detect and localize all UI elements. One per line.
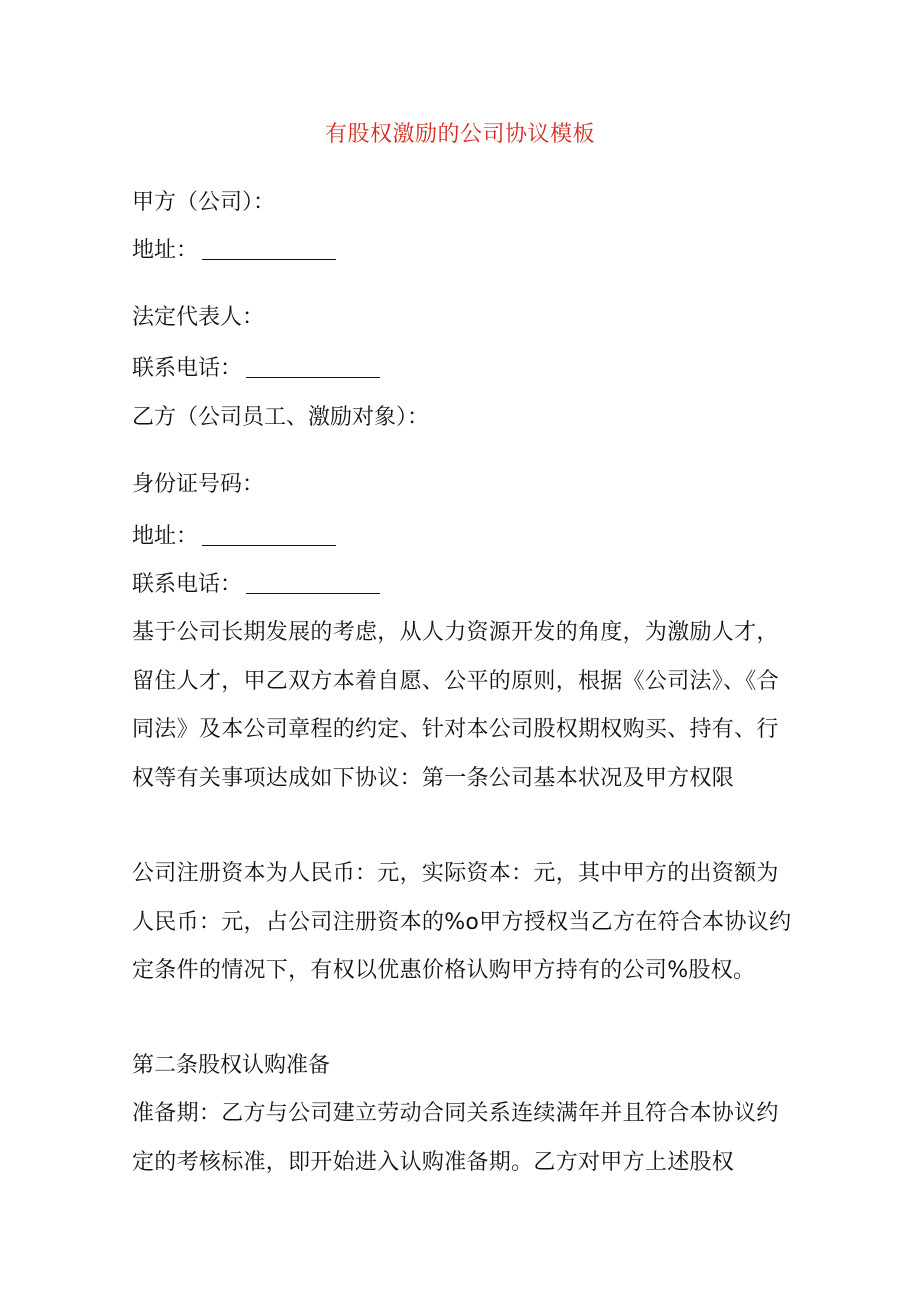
party-b-address-label: 地址： xyxy=(132,524,199,549)
article-2-body: 准备期：乙方与公司建立劳动合同关系连续满年并且符合本协议约定的考核标准，即开始进入认购准备期。乙方对甲方上述股权 xyxy=(132,1101,779,1175)
document-title: 有股权激励的公司协议模板 xyxy=(324,122,595,147)
preamble-paragraph: 基于公司长期发展的考虑，从人力资源开发的角度，为激励人才，留住人才，甲乙双方本着自愿、公平的原则，根据《公司法》、《合同法》及本公司章程的约定、针对本公司股权期权购买、持有、行权等有关事项达成如下协议：第一条公司基本状况及甲方权限 xyxy=(132,620,780,791)
article-2-heading: 第二条股权认购准备 xyxy=(132,1053,331,1078)
party-a-address-blank xyxy=(202,237,336,260)
party-b-phone-line xyxy=(132,569,380,601)
party-a-phone-line xyxy=(132,353,380,385)
party-b-phone-blank xyxy=(246,571,380,594)
party-b-address-blank xyxy=(202,523,336,546)
party-b-label: 乙方（公司员工、激励对象）： xyxy=(132,405,430,430)
party-b-phone-label: 联系电话： xyxy=(132,572,243,597)
id-number-label: 身份证号码： xyxy=(132,472,265,497)
party-a-phone-label: 联系电话： xyxy=(132,356,243,381)
legal-representative-label: 法定代表人： xyxy=(132,305,265,330)
party-a-phone-blank xyxy=(246,355,380,378)
party-a-label: 甲方（公司）： xyxy=(132,190,276,215)
party-b-address-line xyxy=(132,521,336,553)
article-1-body: 公司注册资本为人民币：元，实际资本：元，其中甲方的出资额为人民币：元，占公司注册资本的%o甲方授权当乙方在符合本协议约定条件的情况下，有权以优惠价格认购甲方持有的公司%股权。 xyxy=(132,861,792,983)
party-a-address-line xyxy=(132,235,336,267)
party-a-address-label: 地址： xyxy=(132,238,199,263)
